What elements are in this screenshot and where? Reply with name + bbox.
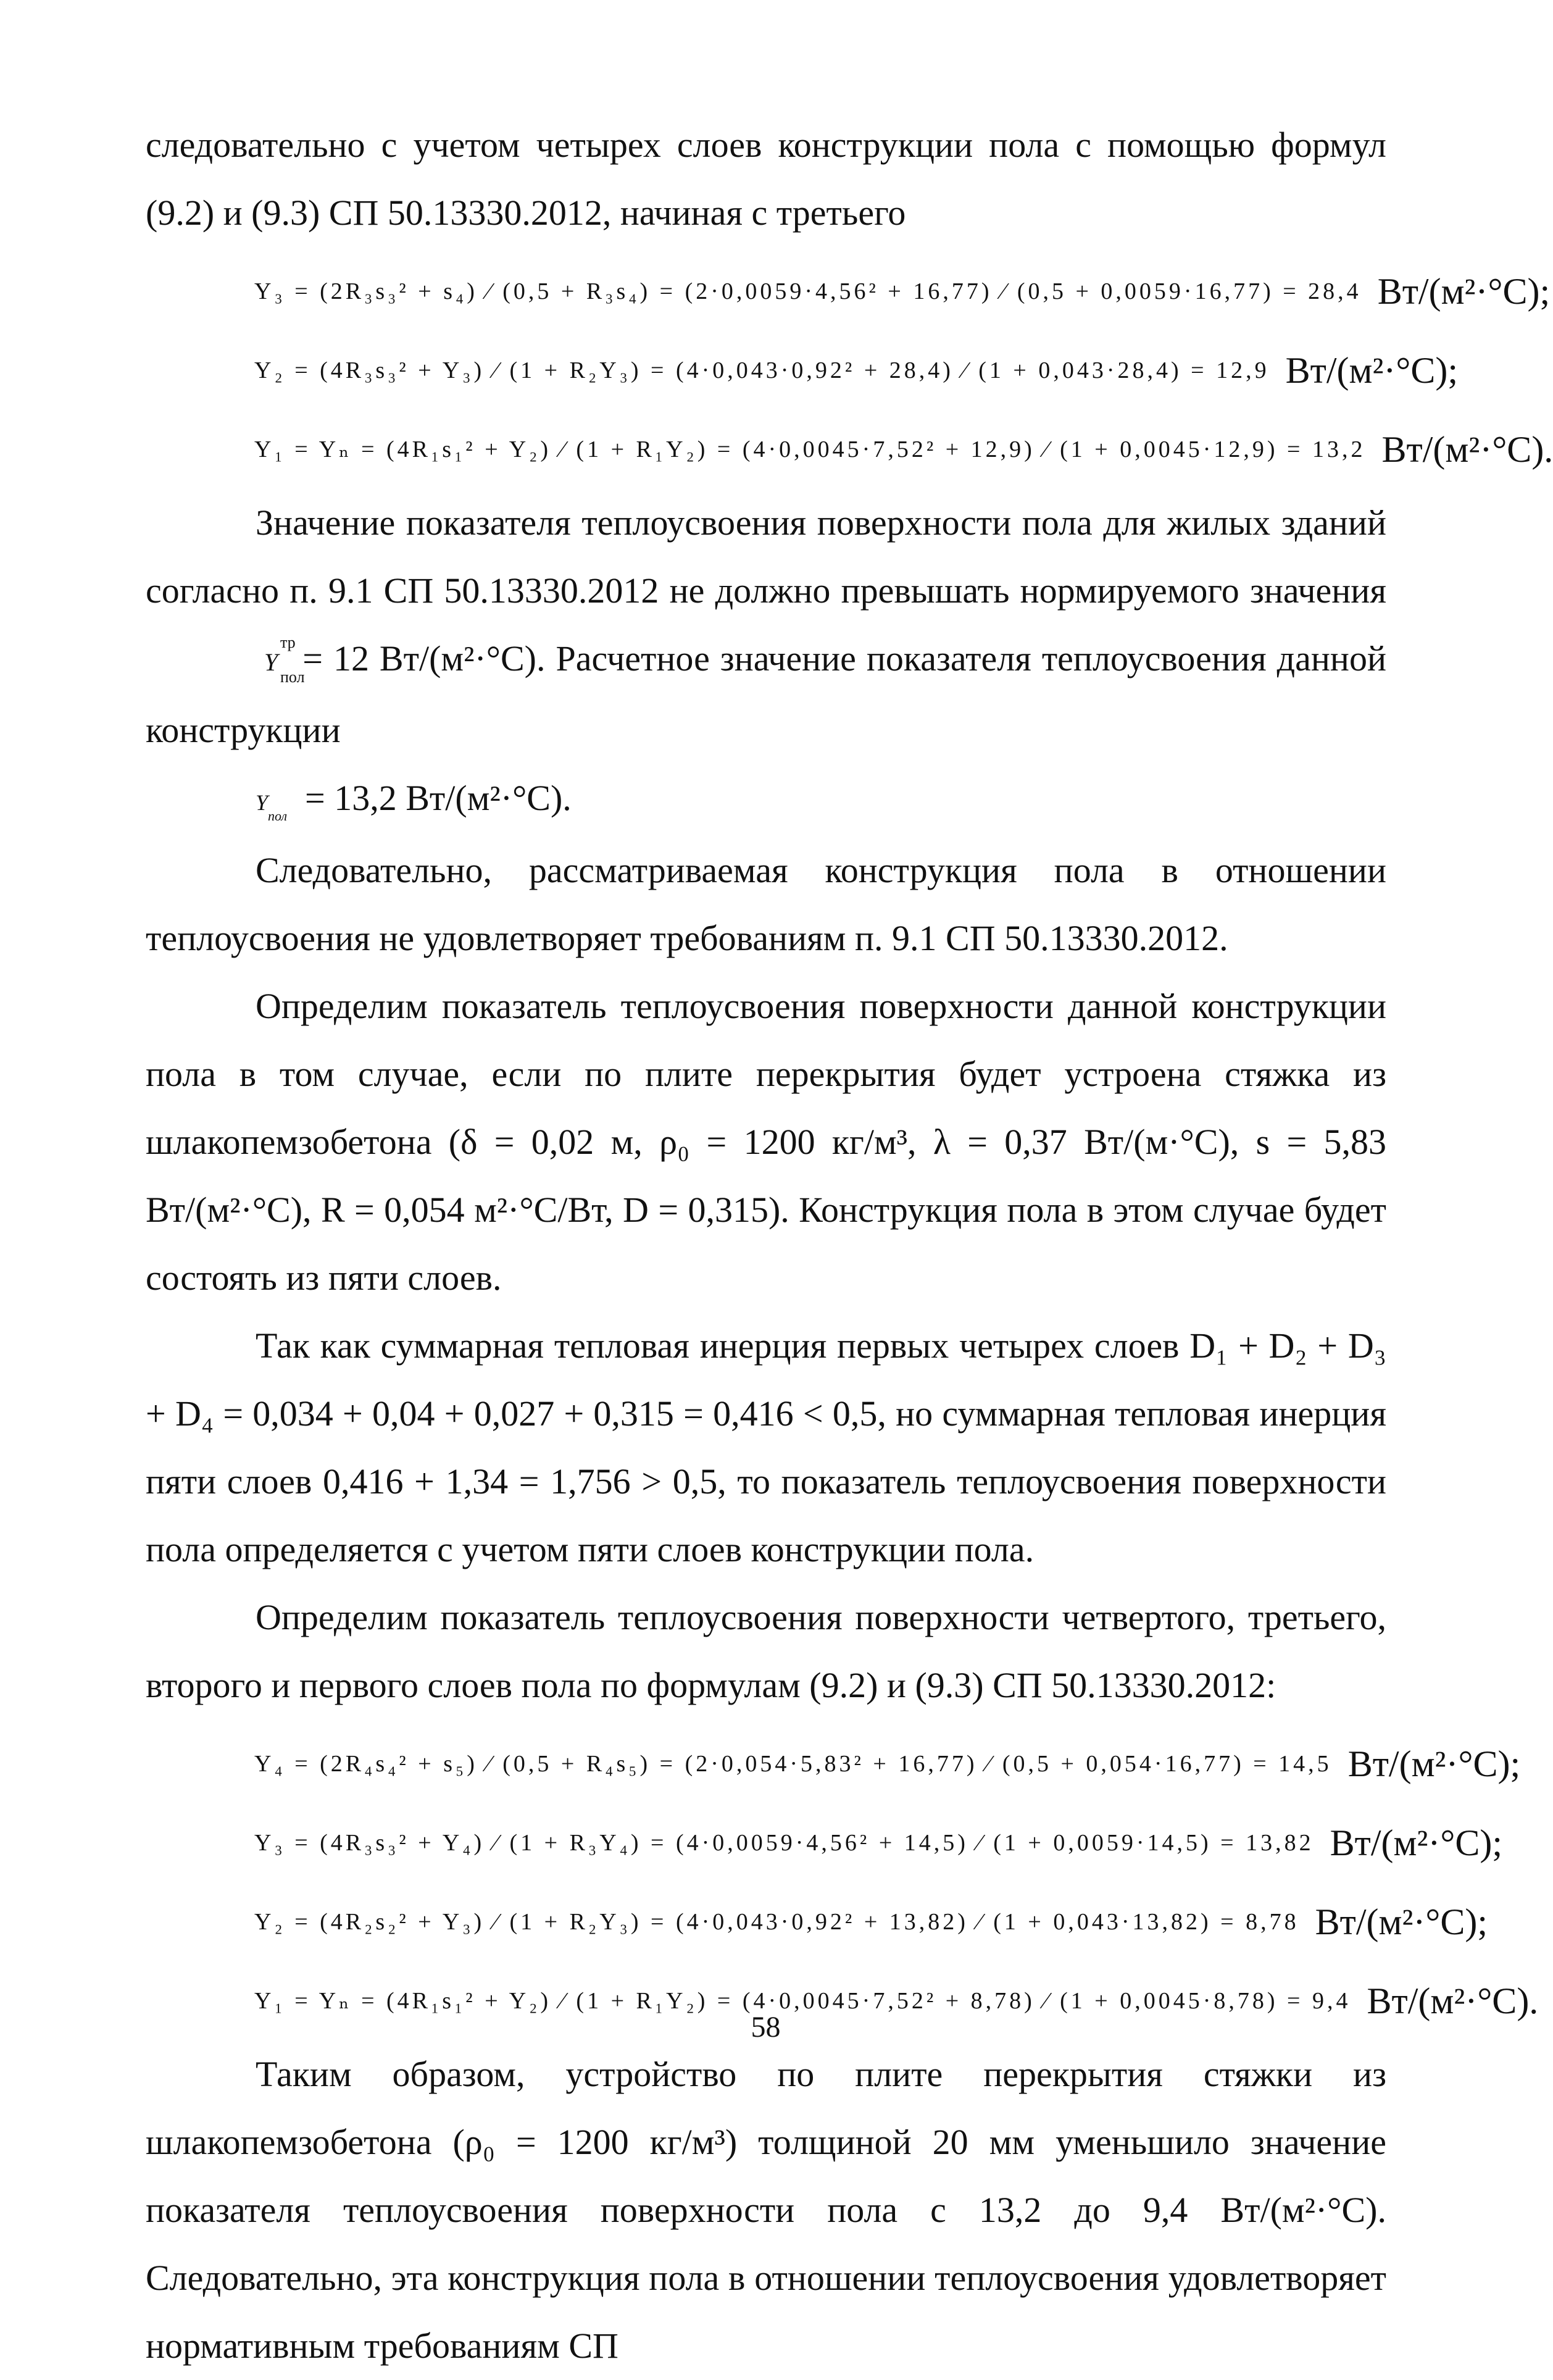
formula-y1 — [146, 410, 1553, 489]
formula-y2 — [146, 331, 1459, 410]
define-paragraph: Определим показатель теплоусвоения поверхности четвертого, третьего, второго и первого слоев пола по формулам (9.2) и (9.3) СП 50.13330.2012: — [146, 1597, 1386, 1705]
y-norm-superscript: тр — [280, 633, 296, 651]
conclusion-paragraph: Следовательно, рассматриваемая конструкция пола в отношении теплоусвоения не удовлетворяет требованиям п. 9.1 СП 50.13330.2012. — [146, 850, 1386, 958]
formula-expression: Y₃ = (4R₃s₃² + Y₄) ⁄ (1 + R₃Y₄) = (4·0,0059·4,56² + 14,5) ⁄ (1 + 0,0059·14,5) = 13,82 — [254, 1830, 1314, 1856]
norm-text-c: = 13,2 Вт/(м²·°С). — [305, 778, 572, 818]
y-norm-symbol — [154, 628, 305, 696]
y-norm-subscript: пол — [280, 668, 305, 686]
inertia-paragraph: Так как суммарная тепловая инерция первых четырех слоев D₁ + D₂ + D₃ + D₄ = 0,034 + 0,04 + 0,027 + 0,315 = 0,416 < 0,5, но суммарная тепловая инерция пяти слоев 0,416 + 1,34 = 1,756 > 0,5, то показатель теплоусвоения поверхности пола определяется с учетом пяти слоев конструкции пола. — [146, 1326, 1386, 1569]
y-pol-subscript: пол — [268, 808, 288, 824]
formula-unit: Вт/(м²·°С). — [1381, 429, 1553, 470]
formula-unit: Вт/(м²·°С); — [1285, 350, 1459, 391]
formula-block-four-layers — [146, 252, 1553, 489]
formula-unit: Вт/(м²·°С); — [1315, 1902, 1488, 1942]
page-number: 58 — [751, 2011, 781, 2044]
formula-y2 — [146, 1882, 1488, 1961]
formula-expression: Y₄ = (2R₄s₄² + s₅) ⁄ (0,5 + R₄s₅) = (2·0,054·5,83² + 16,77) ⁄ (0,5 + 0,054·16,77) = 14,5 — [254, 1751, 1332, 1777]
formula-expression: Y₃ = (2R₃s₃² + s₄) ⁄ (0,5 + R₃s₄) = (2·0,0059·4,56² + 16,77) ⁄ (0,5 + 0,0059·16,77) = 28,4 — [254, 278, 1362, 304]
formula-expression: Y₁ = Yₙ = (4R₁s₁² + Y₂) ⁄ (1 + R₁Y₂) = (4·0,0045·7,52² + 12,9) ⁄ (1 + 0,0045·12,9) = 13,2 — [254, 436, 1366, 462]
formula-block-five-layers — [146, 1724, 1539, 2040]
norm-text-a: Значение показателя теплоусвоения поверхности пола для жилых зданий согласно п. 9.1 СП 50.13330.2012 не должно превышать нормируемого значения — [146, 503, 1386, 611]
norm-paragraph — [146, 489, 1386, 837]
y-norm-main: Y — [264, 648, 278, 676]
formula-unit: Вт/(м²·°С); — [1330, 1823, 1503, 1863]
formula-expression: Y₁ = Yₙ = (4R₁s₁² + Y₂) ⁄ (1 + R₁Y₂) = (4·0,0045·7,52² + 8,78) ⁄ (1 + 0,0045·8,78) = 9,4 — [254, 1988, 1351, 2014]
final-paragraph: Таким образом, устройство по плите перекрытия стяжки из шлакопемзобетона (ρ₀ = 1200 кг/м³) толщиной 20 мм уменьшило значение показателя теплоусвоения поверхности пола с 13,2 до 9,4 Вт/(м²·°С). Следовательно, эта конструкция пола в отношении теплоусвоения удовлетворяет нормативным требованиям СП — [146, 2054, 1386, 2366]
norm-text-b: = 12 Вт/(м²·°С). Расчетное значение показателя теплоусвоения данной конструкции — [146, 638, 1386, 750]
formula-unit: Вт/(м²·°С). — [1367, 1981, 1539, 2021]
formula-y3 — [146, 1803, 1503, 1882]
y-pol-symbol — [146, 769, 288, 837]
formula-y4 — [146, 1724, 1521, 1803]
formula-expression: Y₂ = (4R₂s₂² + Y₃) ⁄ (1 + R₂Y₃) = (4·0,043·0,92² + 13,82) ⁄ (1 + 0,043·13,82) = 8,78 — [254, 1909, 1299, 1935]
y-pol-main: Y — [256, 790, 269, 815]
formula-unit: Вт/(м²·°С); — [1347, 1743, 1521, 1784]
screed-paragraph: Определим показатель теплоусвоения поверхности данной конструкции пола в том случае, если по плите перекрытия будет устроена стяжка из шлакопемзобетона (δ = 0,02 м, ρ₀ = 1200 кг/м³, λ = 0,37 Вт/(м·°С), s = 5,83 Вт/(м²·°С), R = 0,054 м²·°С/Вт, D = 0,315). Конструкция пола в этом случае будет состоять из пяти слоев. — [146, 986, 1386, 1298]
intro-paragraph: следовательно с учетом четырех слоев конструкции пола с помощью формул (9.2) и (9.3) СП 50.13330.2012, начиная с третьего — [146, 125, 1386, 233]
formula-expression: Y₂ = (4R₃s₃² + Y₃) ⁄ (1 + R₂Y₃) = (4·0,043·0,92² + 28,4) ⁄ (1 + 0,043·28,4) = 12,9 — [254, 357, 1270, 383]
formula-unit: Вт/(м²·°С); — [1377, 271, 1551, 312]
formula-y3 — [146, 252, 1551, 331]
